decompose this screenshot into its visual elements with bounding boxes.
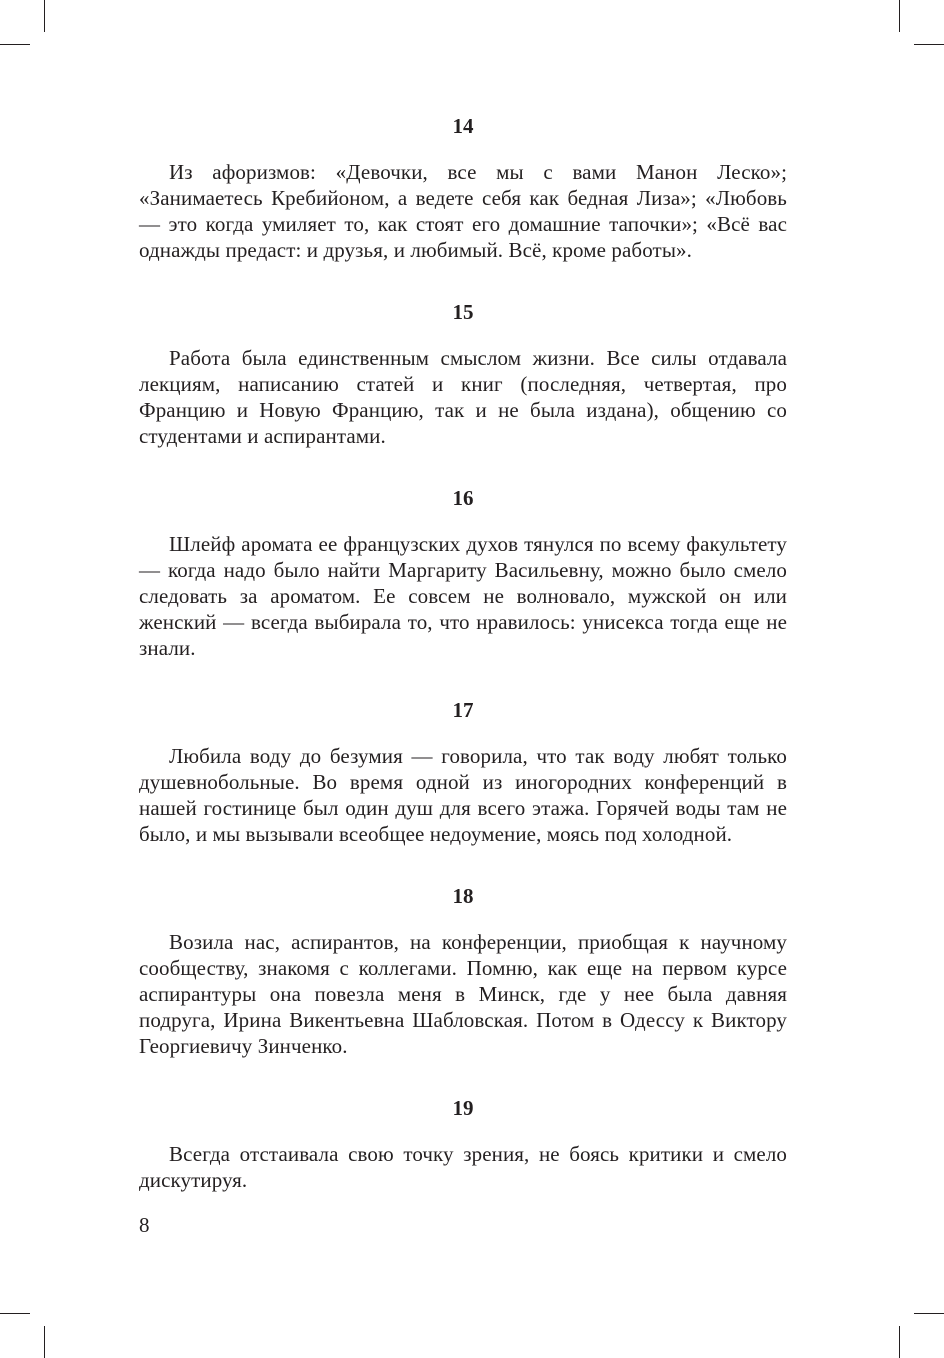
- crop-mark-bottom-right-horizontal: [914, 1313, 944, 1314]
- section-paragraph: Всегда отстаивала свою точку зрения, не боясь критики и смело дискутируя.: [139, 1142, 787, 1192]
- section-paragraph: Возила нас, аспирантов, на конференции, приобщая к научному сообществу, знакомя с коллегами. Помню, как еще на первом курсе аспирантуры она повезла меня в Минск, где у нее была давняя подруга, Ирина Викентьевна Шабловская. Потом в Одессу к Виктору Георгиевичу Зинченко.: [139, 930, 787, 1058]
- page-body: [139, 113, 787, 1229]
- section-number: 14: [452, 114, 474, 138]
- crop-mark-top-right-horizontal: [914, 44, 944, 45]
- crop-mark-top-right: [899, 0, 900, 32]
- section-paragraph: Любила воду до безумия — говорила, что так воду любят только душевнобольные. Во время одной из иногородних конференций в нашей гостинице был один душ для всего этажа. Горячей воды там не было, и мы вызывали всеобщее недоумение, моясь под холодной.: [139, 744, 787, 846]
- crop-mark-bottom-left-horizontal: [0, 1313, 30, 1314]
- crop-mark-bottom-left: [44, 1326, 45, 1358]
- section-number: 17: [452, 698, 474, 722]
- crop-mark-top-left-horizontal: [0, 44, 30, 45]
- crop-mark-top-left: [44, 0, 45, 32]
- section-number: 19: [452, 1096, 474, 1120]
- section-19: [139, 1095, 787, 1193]
- section-17: [139, 697, 787, 847]
- section-number: 16: [452, 486, 474, 510]
- section-number: 15: [452, 300, 474, 324]
- section-number: 18: [452, 884, 474, 908]
- page-number: 8: [139, 1213, 150, 1237]
- section-paragraph: Шлейф аромата ее французских духов тянулся по всему факультету — когда надо было найти Маргариту Васильевну, можно было смело следовать за ароматом. Ее совсем не волновало, мужской он или женский — всегда выбирала то, что нравилось: унисекса тогда еще не знали.: [139, 532, 787, 660]
- section-16: [139, 485, 787, 661]
- section-15: [139, 299, 787, 449]
- section-18: [139, 883, 787, 1059]
- section-14: [139, 113, 787, 263]
- section-paragraph: Из афоризмов: «Девочки, все мы с вами Манон Леско»; «Занимаетесь Кребийоном, а ведете себя как бедная Лиза»; «Любовь — это когда умиляет то, как стоят его домашние тапочки»; «Всё вас однажды предаст: и друзья, и любимый. Всё, кроме работы».: [139, 160, 787, 262]
- crop-mark-bottom-right: [899, 1326, 900, 1358]
- section-paragraph: Работа была единственным смыслом жизни. Все силы отдавала лекциям, написанию статей и книг (последняя, четвертая, про Францию и Новую Францию, так и не была издана), общению со студентами и аспирантами.: [139, 346, 787, 448]
